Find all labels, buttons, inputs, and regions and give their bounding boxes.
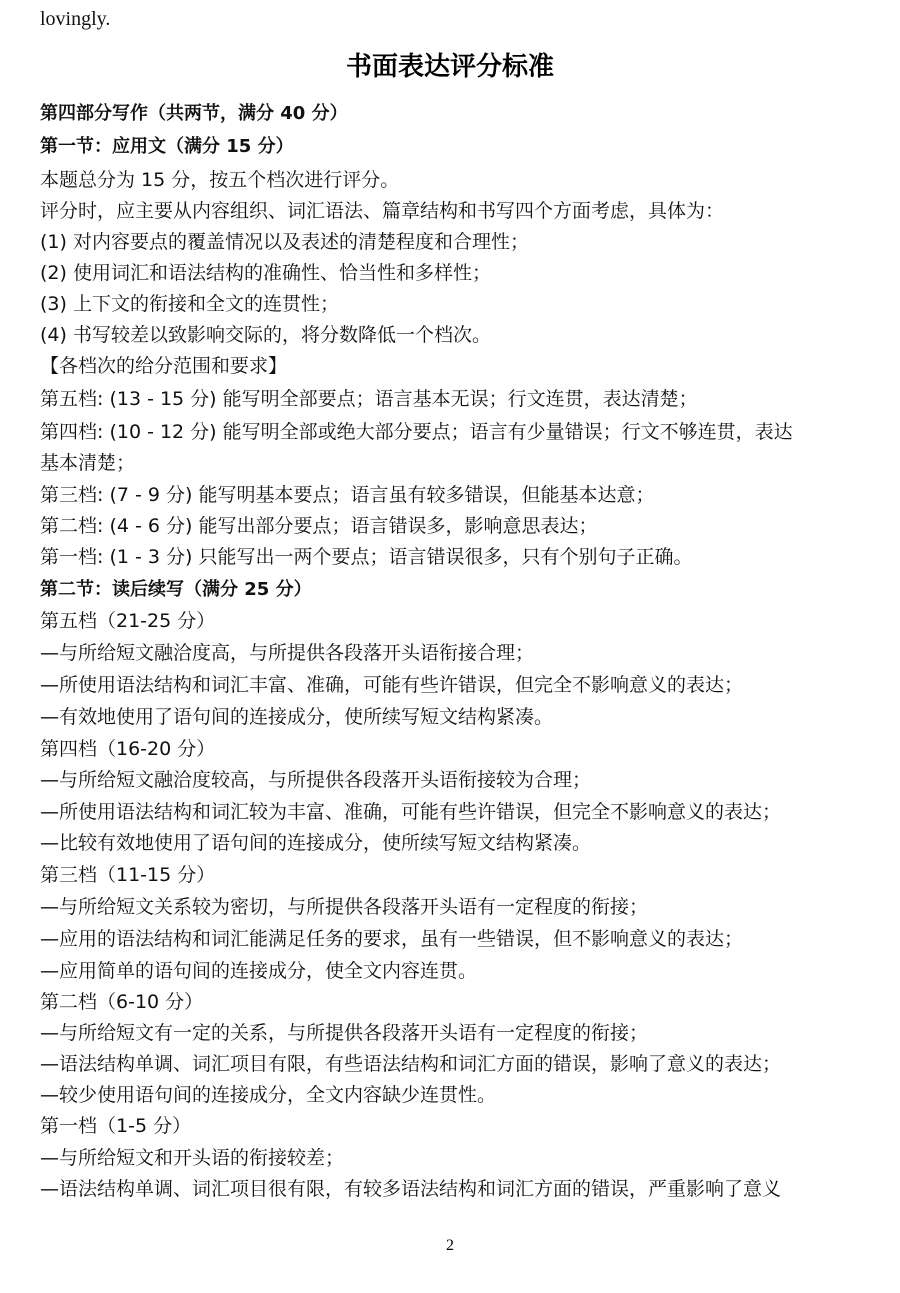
score-band-line: 第二档: (4 - 6 分) 能写出部分要点；语言错误多，影响意思表达； [40,515,598,537]
score-band-line: 基本清楚； [40,452,136,474]
continuation-band-line: —与所给短文融洽度高，与所提供各段落开头语衔接合理； [40,642,535,664]
section-heading: 第一节：应用文（满分 15 分） [40,136,294,157]
page-number: 2 [446,1237,454,1254]
continuation-band-line: —与所给短文融洽度较高，与所提供各段落开头语衔接较为合理； [40,769,592,791]
section1-line: (4) 书写较差以致影响交际的，将分数降低一个档次。 [40,324,491,346]
page-title: 书面表达评分标准 [345,52,554,82]
continuation-band-line: —有效地使用了语句间的连接成分，使所续写短文结构紧凑。 [40,706,554,728]
continuation-band-line: 第二档（6-10 分） [40,991,204,1013]
continuation-band-line: 第五档（21-25 分） [40,610,216,632]
lead-text: lovingly. [40,8,111,30]
continuation-band-line: —与所给短文有一定的关系，与所提供各段落开头语有一定程度的衔接； [40,1022,649,1044]
continuation-band-line: —与所给短文关系较为密切，与所提供各段落开头语有一定程度的衔接； [40,896,649,918]
continuation-band-line: —所使用语法结构和词汇丰富、准确，可能有些许错误，但完全不影响意义的表达； [40,674,744,696]
part-heading: 第四部分写作（共两节，满分 40 分） [40,103,348,124]
score-band-line: 第四档: (10 - 12 分) 能写明全部或绝大部分要点；语言有少量错误；行文不够连贯，表达 [40,421,793,443]
section1-line: (3) 上下文的衔接和全文的连贯性； [40,293,339,315]
continuation-band-line: —应用的语法结构和词汇能满足任务的要求，虽有一些错误，但不影响意义的表达； [40,928,744,950]
continuation-band-line: —语法结构单调、词汇项目很有限，有较多语法结构和词汇方面的错误，严重影响了意义 [40,1178,782,1200]
section1-line: 本题总分为 15 分，按五个档次进行评分。 [40,169,400,191]
score-band-line: 第一档: (1 - 3 分) 只能写出一两个要点；语言错误很多，只有个别句子正确。 [40,546,693,568]
continuation-band-line: —语法结构单调、词汇项目有限，有些语法结构和词汇方面的错误，影响了意义的表达； [40,1053,782,1075]
continuation-band-line: 第四档（16-20 分） [40,738,216,760]
bands-heading: 【各档次的给分范围和要求】 [40,355,288,377]
section-heading: 第二节：读后续写（满分 25 分） [40,579,312,600]
section1-line: (2) 使用词汇和语法结构的准确性、恰当性和多样性； [40,262,491,284]
continuation-band-line: 第三档（11-15 分） [40,864,216,886]
continuation-band-line: —比较有效地使用了语句间的连接成分，使所续写短文结构紧凑。 [40,832,592,854]
score-band-line: 第三档: (7 - 9 分) 能写明基本要点；语言虽有较多错误，但能基本达意； [40,484,655,506]
continuation-band-line: —较少使用语句间的连接成分，全文内容缺少连贯性。 [40,1084,497,1106]
continuation-band-line: —与所给短文和开头语的衔接较差； [40,1147,345,1169]
continuation-band-line: 第一档（1-5 分） [40,1115,192,1137]
score-band-line: 第五档: (13 - 15 分) 能写明全部要点；语言基本无误；行文连贯，表达清楚； [40,388,698,410]
continuation-band-line: —所使用语法结构和词汇较为丰富、准确，可能有些许错误，但完全不影响意义的表达； [40,801,782,823]
section1-line: 评分时，应主要从内容组织、词汇语法、篇章结构和书写四个方面考虑，具体为： [40,200,725,222]
section1-line: (1) 对内容要点的覆盖情况以及表述的清楚程度和合理性； [40,231,529,253]
continuation-band-line: —应用简单的语句间的连接成分，使全文内容连贯。 [40,960,478,982]
